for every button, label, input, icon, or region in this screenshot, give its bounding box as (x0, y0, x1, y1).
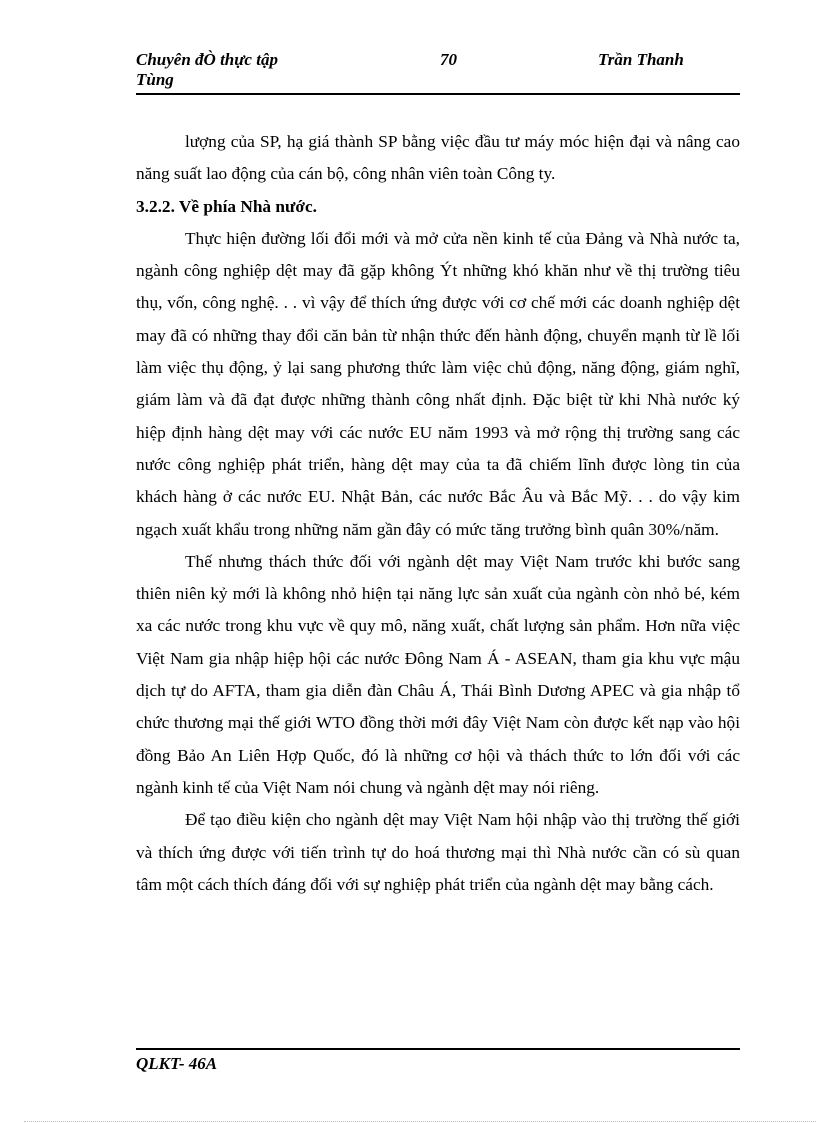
paragraph-continued: lượng của SP, hạ giá thành SP bằng việc đầu tư máy móc hiện đại và nâng cao năng suất lao động của cán bộ, công nhân viên toàn Công ty. (136, 132, 740, 184)
header-page-number: 70 (440, 50, 457, 69)
header-document-title: Chuyên đÒ thực tập (136, 50, 278, 69)
paragraph: Thực hiện đường lối đổi mới và mở cửa nền kinh tế của Đảng và Nhà nước ta, ngành công nghiệp dệt may đã gặp không Ýt những khó khăn như về thị trường tiêu thụ, vốn, công nghệ. . . vì vậy để thích ứng được với cơ chế mới các doanh nghiệp dệt may đã có những thay đổi căn bản từ nhận thức đến hành động, chuyển mạnh từ lề lối làm việc thụ động, ỷ lại sang phương thức làm việc chủ động, năng động, giám nghĩ, giám làm và đã đạt được những thành công nhất định. Đặc biệt từ khi Nhà nước ký hiệp định hàng dệt may với các nước EU năm 1993 và mở rộng thị trường sang các nước công nghiệp phát triển, hàng dệt may của ta đã chiếm lĩnh được lòng tin của khách hàng ở các nước EU. Nhật Bản, các nước Bắc Âu và Bắc Mỹ. . . do vậy kim ngạch xuất khẩu trong những năm gần đây có mức tăng trưởng bình quân 30%/năm. (136, 228, 740, 539)
page-footer: QLKT- 46A (136, 1054, 218, 1073)
section-heading: 3.2.2. Về phía Nhà nước. (136, 196, 317, 216)
header-author: Trần Thanh (598, 50, 684, 69)
header-document-title-continued: Tùng (136, 70, 174, 89)
paragraph: Để tạo điều kiện cho ngành dệt may Việt Nam hội nhập vào thị trường thế giới và thích ứng được với tiến trình tự do hoá thương mại thì Nhà nước cần có sù quan tâm một cách thích đáng đối với sự nghiệp phát triển của ngành dệt may bằng cách. (136, 810, 740, 894)
header-divider (136, 93, 740, 95)
footer-divider (136, 1048, 740, 1050)
paragraph: Thế nhưng thách thức đối với ngành dệt may Việt Nam trước khi bước sang thiên niên kỷ mới là không nhỏ hiện tại năng lực sản xuất của ngành còn nhỏ bé, kém xa các nước trong khu vực về quy mô, năng xuất, chất lượng sản phẩm. Hơn nữa việc Việt Nam gia nhập hiệp hội các nước Đông Nam Á - ASEAN, tham gia khu vực mậu dịch tự do AFTA, tham gia diễn đàn Châu Á, Thái Bình Dương APEC và gia nhập tổ chức thương mại thế giới WTO đồng thời mới đây Việt Nam còn được kết nạp vào hội đồng Bảo An Liên Hợp Quốc, đó là những cơ hội và thách thức to lớn đối với các ngành kinh tế của Việt Nam nói chung và ngành dệt may nói riêng. (136, 551, 740, 797)
page-edge-line (24, 1121, 816, 1122)
page-body (136, 126, 740, 901)
page-header (136, 48, 740, 94)
